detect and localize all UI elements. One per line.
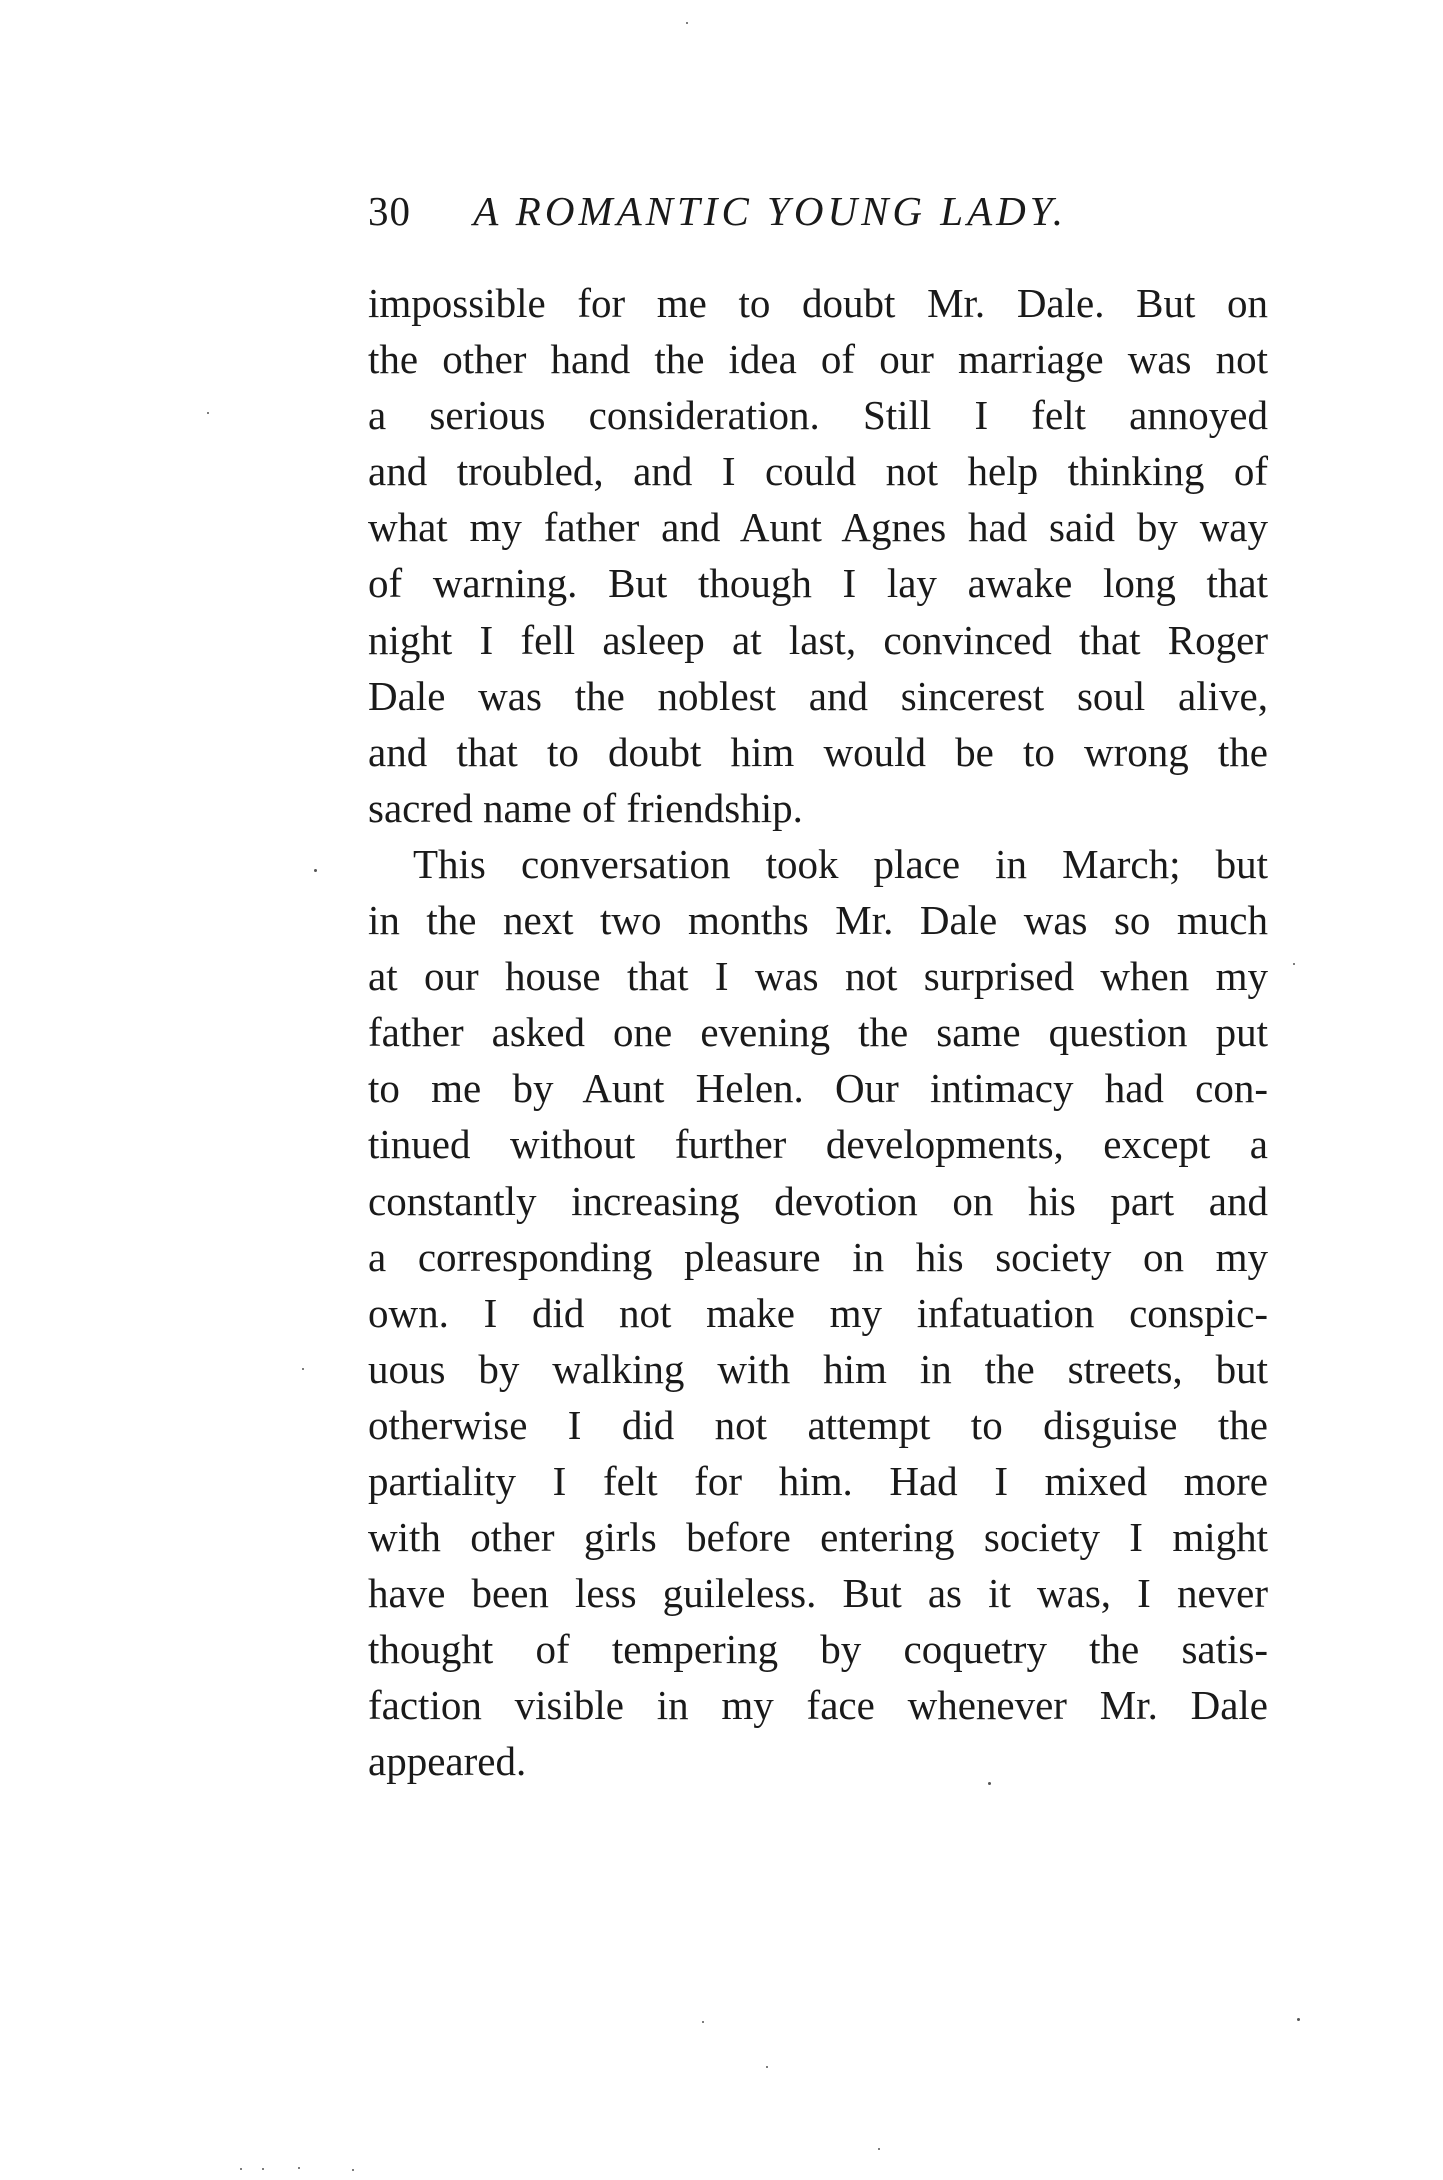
text-line: thought of tempering by coquetry the satis- (368, 1626, 1268, 1673)
text-line: faction visible in my face whenever Mr. Dale (368, 1682, 1268, 1729)
running-head (368, 186, 1268, 236)
scan-speck (988, 1782, 991, 1785)
text-line: with other girls before entering society I might (368, 1514, 1268, 1561)
scan-speck (298, 2167, 300, 2169)
text-line: to me by Aunt Helen. Our intimacy had con- (368, 1065, 1268, 1112)
body-text (368, 275, 1268, 1790)
text-line: at our house that I was not surprised when my (368, 953, 1268, 1000)
scan-speck (314, 869, 317, 872)
text-line: appeared. (368, 1738, 527, 1785)
text-line: constantly increasing devotion on his part and (368, 1177, 1268, 1224)
text-line: Dale was the noblest and sincerest soul alive, (368, 672, 1268, 719)
text-line: and troubled, and I could not help thinking of (368, 448, 1268, 495)
scan-speck (686, 22, 688, 24)
text-line: tinued without further developments, except a (368, 1121, 1268, 1168)
scan-speck (878, 2148, 880, 2150)
text-line: and that to doubt him would be to wrong the (368, 728, 1268, 775)
text-line: the other hand the idea of our marriage was not (368, 336, 1268, 383)
text-line: in the next two months Mr. Dale was so much (368, 897, 1268, 944)
text-line: night I fell asleep at last, convinced that Roger (368, 616, 1268, 663)
text-line: partiality I felt for him. Had I mixed more (368, 1457, 1268, 1504)
text-line: of warning. But though I lay awake long that (368, 560, 1268, 607)
text-line: impossible for me to doubt Mr. Dale. But on (368, 280, 1268, 326)
text-line: This conversation took place in March; but (413, 840, 1268, 887)
scan-speck (262, 2168, 264, 2170)
text-line: otherwise I did not attempt to disguise the (368, 1401, 1268, 1448)
paragraph-2 (368, 836, 1268, 1790)
scan-speck (1297, 2018, 1300, 2021)
scan-speck (702, 2021, 704, 2023)
scan-speck (352, 2169, 354, 2171)
text-line: have been less guileless. But as it was, I never (368, 1570, 1268, 1617)
text-line: what my father and Aunt Agnes had said by way (368, 504, 1268, 551)
text-line: sacred name of friendship. (368, 784, 803, 831)
page-number: 30 (368, 188, 411, 234)
scan-speck (302, 1368, 304, 1370)
text-line: a corresponding pleasure in his society on my (368, 1233, 1268, 1280)
text-line: own. I did not make my infatuation conspic- (368, 1289, 1268, 1336)
text-line: uous by walking with him in the streets, but (368, 1345, 1268, 1392)
scan-speck (1293, 963, 1295, 965)
text-line: a serious consideration. Still I felt annoyed (368, 392, 1268, 439)
scan-speck (240, 2168, 242, 2170)
text-line: father asked one evening the same question put (368, 1009, 1268, 1056)
scan-speck (766, 2066, 768, 2068)
running-title: A ROMANTIC YOUNG LADY. (473, 188, 1068, 234)
scan-speck (207, 412, 209, 414)
paragraph-1 (368, 275, 1268, 836)
